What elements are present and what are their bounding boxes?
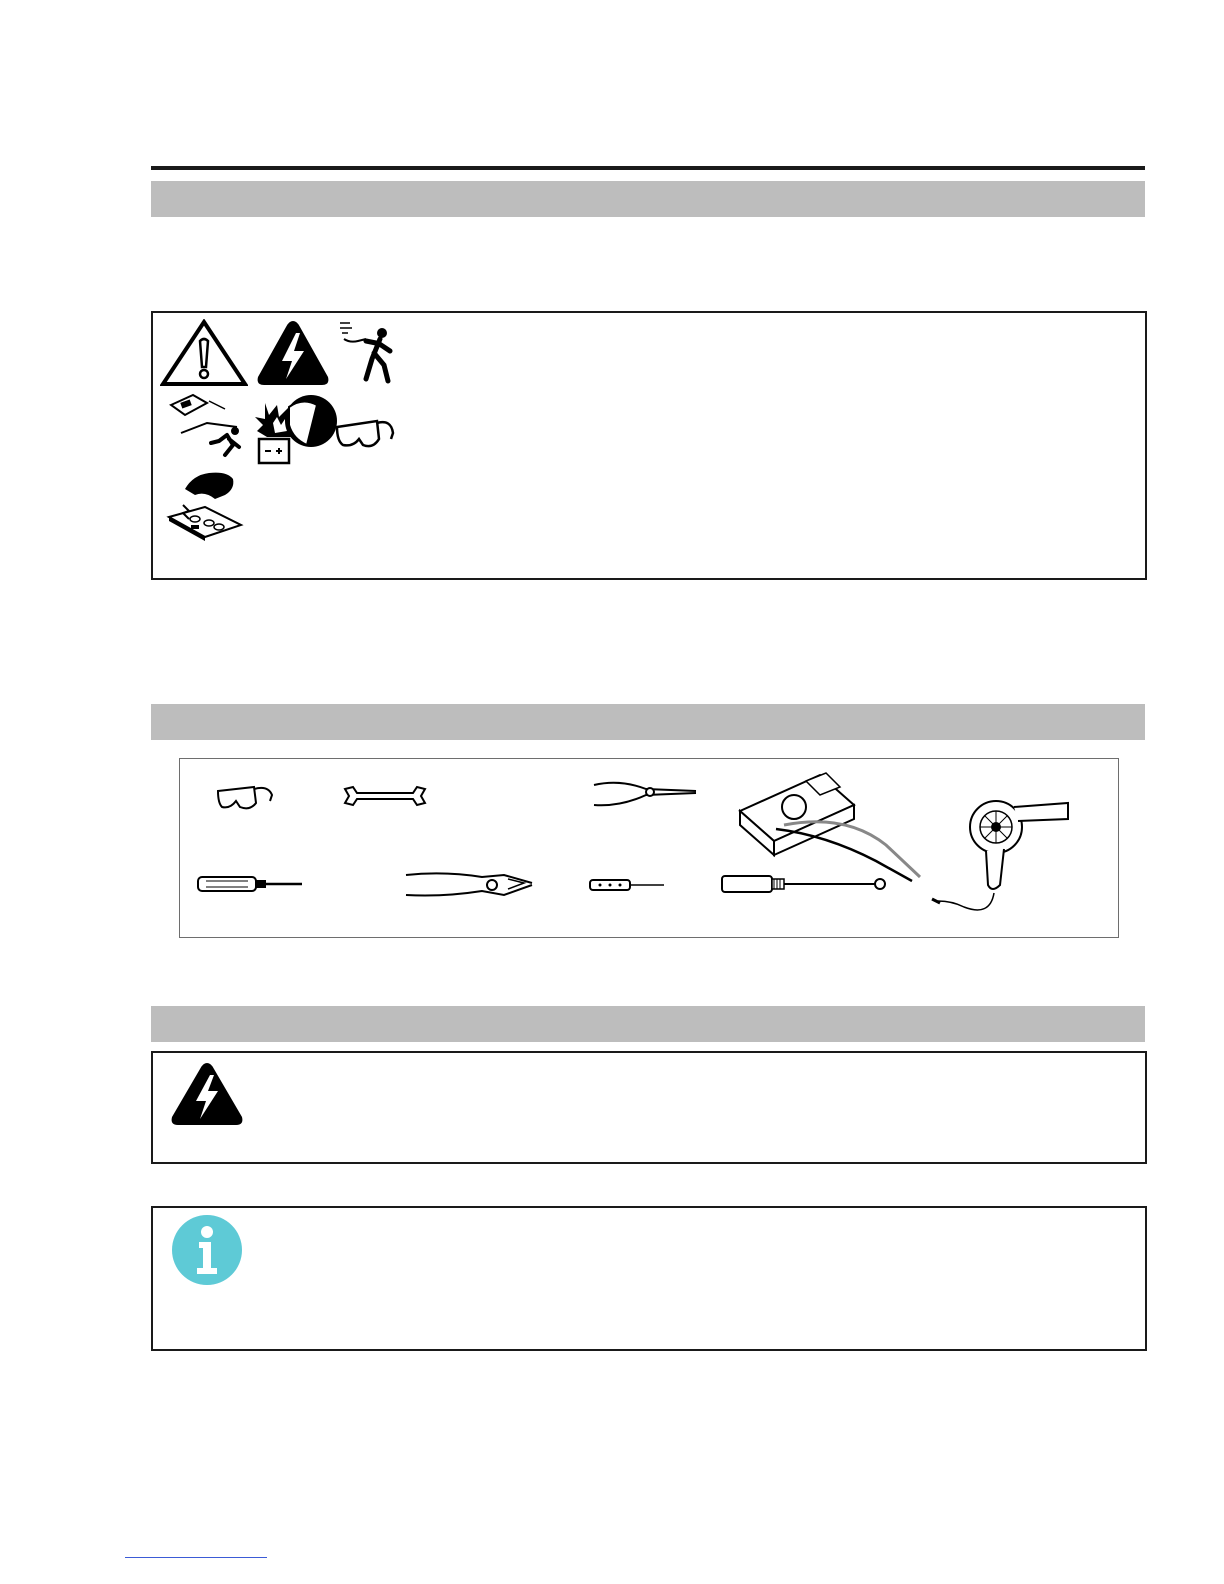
electric-shock-icon [336, 319, 396, 387]
static-sensitive-board-icon [165, 469, 245, 545]
warning-box [151, 1051, 1147, 1164]
face-shield-icon [277, 391, 341, 451]
section-band-tools [151, 704, 1145, 740]
meter-fall-hazard-icon [167, 389, 257, 463]
safety-symbols-box [151, 311, 1147, 580]
safety-goggles-icon [333, 417, 397, 457]
lineman-pliers-icon [404, 869, 536, 901]
high-voltage-icon [256, 319, 330, 387]
safety-glasses-icon [214, 781, 278, 815]
high-voltage-warning-icon [169, 1061, 245, 1127]
footer-link-underline [125, 1557, 267, 1558]
open-end-wrench-icon [343, 785, 427, 807]
caution-triangle-icon [160, 319, 248, 387]
screwdriver-icon [196, 873, 308, 895]
needle-nose-pliers-icon [590, 777, 700, 811]
section-band-warning [151, 1006, 1145, 1042]
info-icon [171, 1214, 243, 1286]
nut-driver-icon [720, 871, 890, 897]
section-band-safety [151, 181, 1145, 217]
info-box [151, 1206, 1147, 1351]
heat-gun-icon [928, 789, 1074, 923]
header-rule [151, 166, 1145, 170]
tools-box [179, 758, 1119, 938]
terminal-tool-icon [588, 877, 666, 893]
